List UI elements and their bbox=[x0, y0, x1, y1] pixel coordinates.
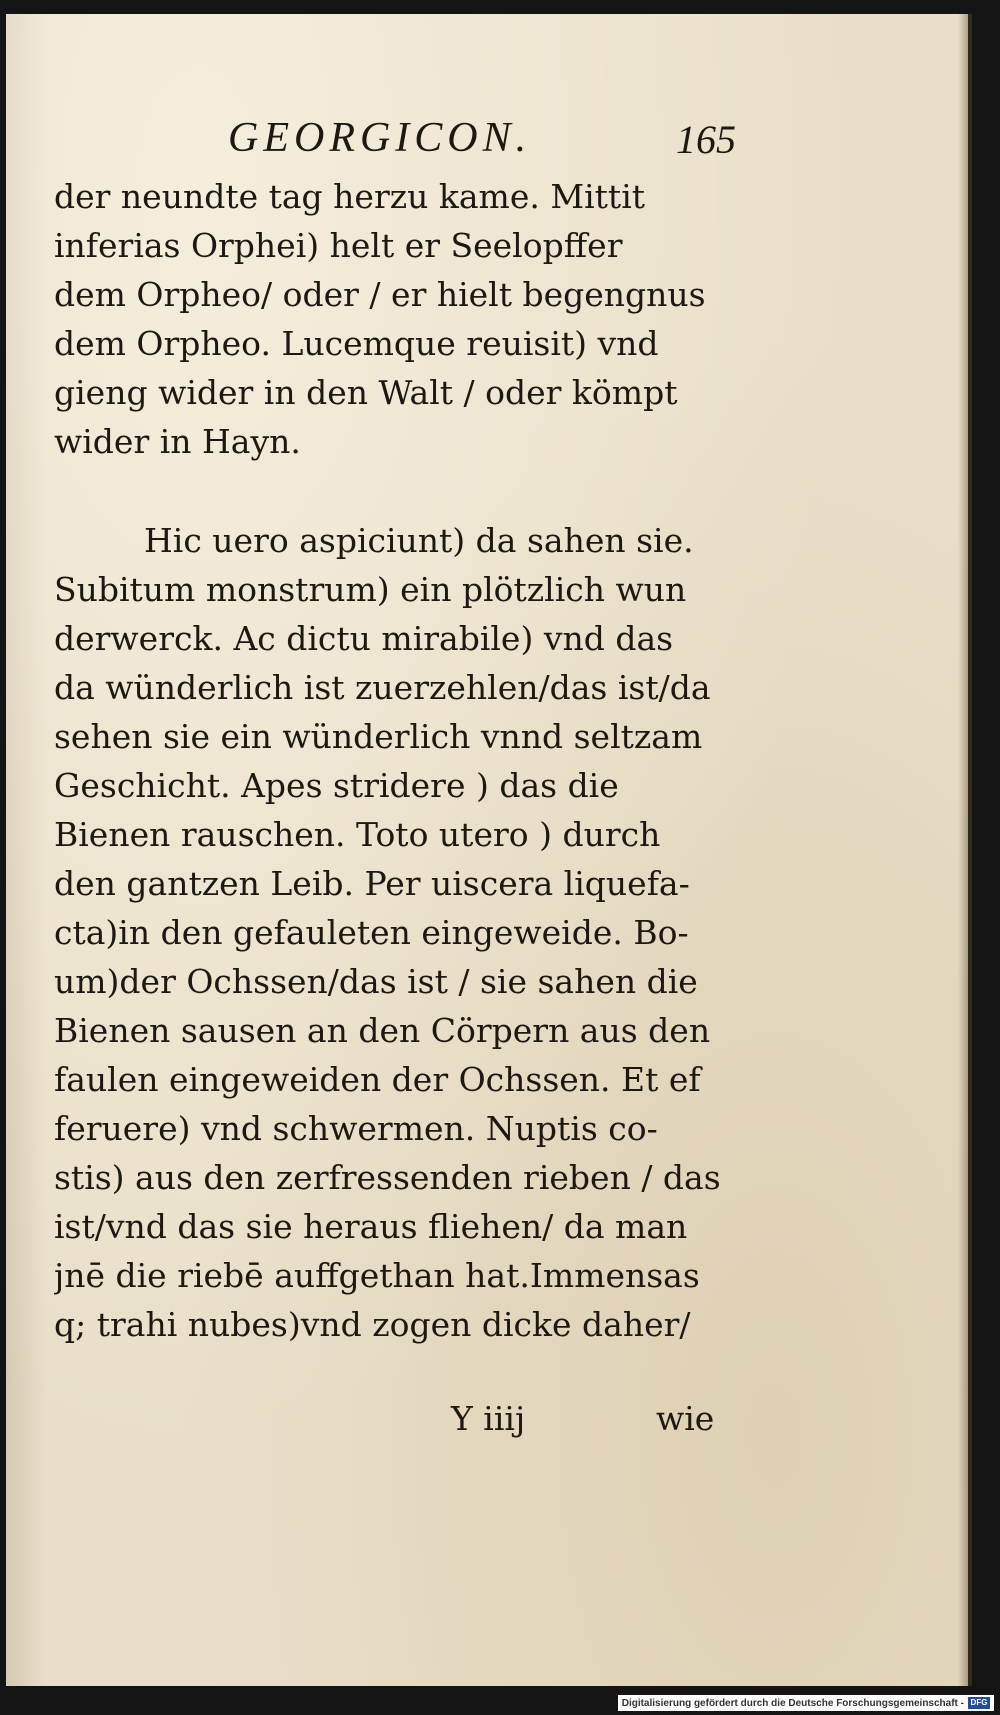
text-line: den gantzen Leib. Per uiscera liquefa- bbox=[54, 864, 690, 903]
paragraph-gap bbox=[54, 466, 744, 516]
page-number: 165 bbox=[676, 117, 736, 162]
text-line: sehen sie ein wünderlich vnnd seltzam bbox=[54, 717, 703, 756]
text-line: um)der Ochssen/das ist / sie sahen die bbox=[54, 962, 698, 1001]
attribution-bar bbox=[618, 1695, 994, 1711]
text-line: feruere) vnd schwermen. Nuptis co- bbox=[54, 1109, 658, 1148]
text-line: dem Orpheo/ oder / er hielt begengnus bbox=[54, 275, 706, 314]
page-footer bbox=[6, 1399, 968, 1459]
text-line: Bienen sausen an den Cörpern aus den bbox=[54, 1011, 711, 1050]
text-line: gieng wider in den Walt / oder kömpt bbox=[54, 373, 678, 412]
text-line: Bienen rauschen. Toto utero ) durch bbox=[54, 815, 661, 854]
dfg-logo-icon: DFG bbox=[968, 1697, 990, 1709]
text-line: Geschicht. Apes stridere ) das die bbox=[54, 766, 619, 805]
running-title: GEORGICON. bbox=[228, 115, 532, 161]
body-text bbox=[54, 172, 744, 1349]
attribution-text: Digitalisierung gefördert durch die Deutsche Forschungsgemeinschaft - bbox=[621, 1697, 964, 1709]
text-line: Subitum monstrum) ein plötzlich wun bbox=[54, 570, 687, 609]
text-line: dem Orpheo. Lucemque reuisit) vnd bbox=[54, 324, 659, 363]
catchword: wie bbox=[656, 1399, 715, 1438]
text-line: faulen eingeweiden der Ochssen. Et ef bbox=[54, 1060, 701, 1099]
text-line: ist/vnd das sie heraus fliehen/ da man bbox=[54, 1207, 688, 1246]
page-header bbox=[6, 114, 968, 174]
text-line: der neundte tag herzu kame. Mittit bbox=[54, 177, 646, 216]
text-line: stis) aus den zerfressenden rieben / das bbox=[54, 1158, 721, 1197]
text-line: inferias Orphei) helt er Seelopffer bbox=[54, 226, 623, 265]
text-line: cta)in den gefauleten eingeweide. Bo- bbox=[54, 913, 689, 952]
text-line: derwerck. Ac dictu mirabile) vnd das bbox=[54, 619, 674, 658]
text-line: wider in Hayn. bbox=[54, 422, 301, 461]
text-line: jnē die riebē auffgethan hat.Immensas bbox=[54, 1256, 700, 1295]
book-page bbox=[6, 14, 972, 1686]
text-line: Hic uero aspiciunt) da sahen sie. bbox=[144, 521, 694, 560]
signature-mark: Y iiij bbox=[451, 1399, 526, 1438]
text-line: q; trahi nubes)vnd zogen dicke daher/ bbox=[54, 1305, 691, 1344]
text-line: da wünderlich ist zuerzehlen/das ist/da bbox=[54, 668, 711, 707]
